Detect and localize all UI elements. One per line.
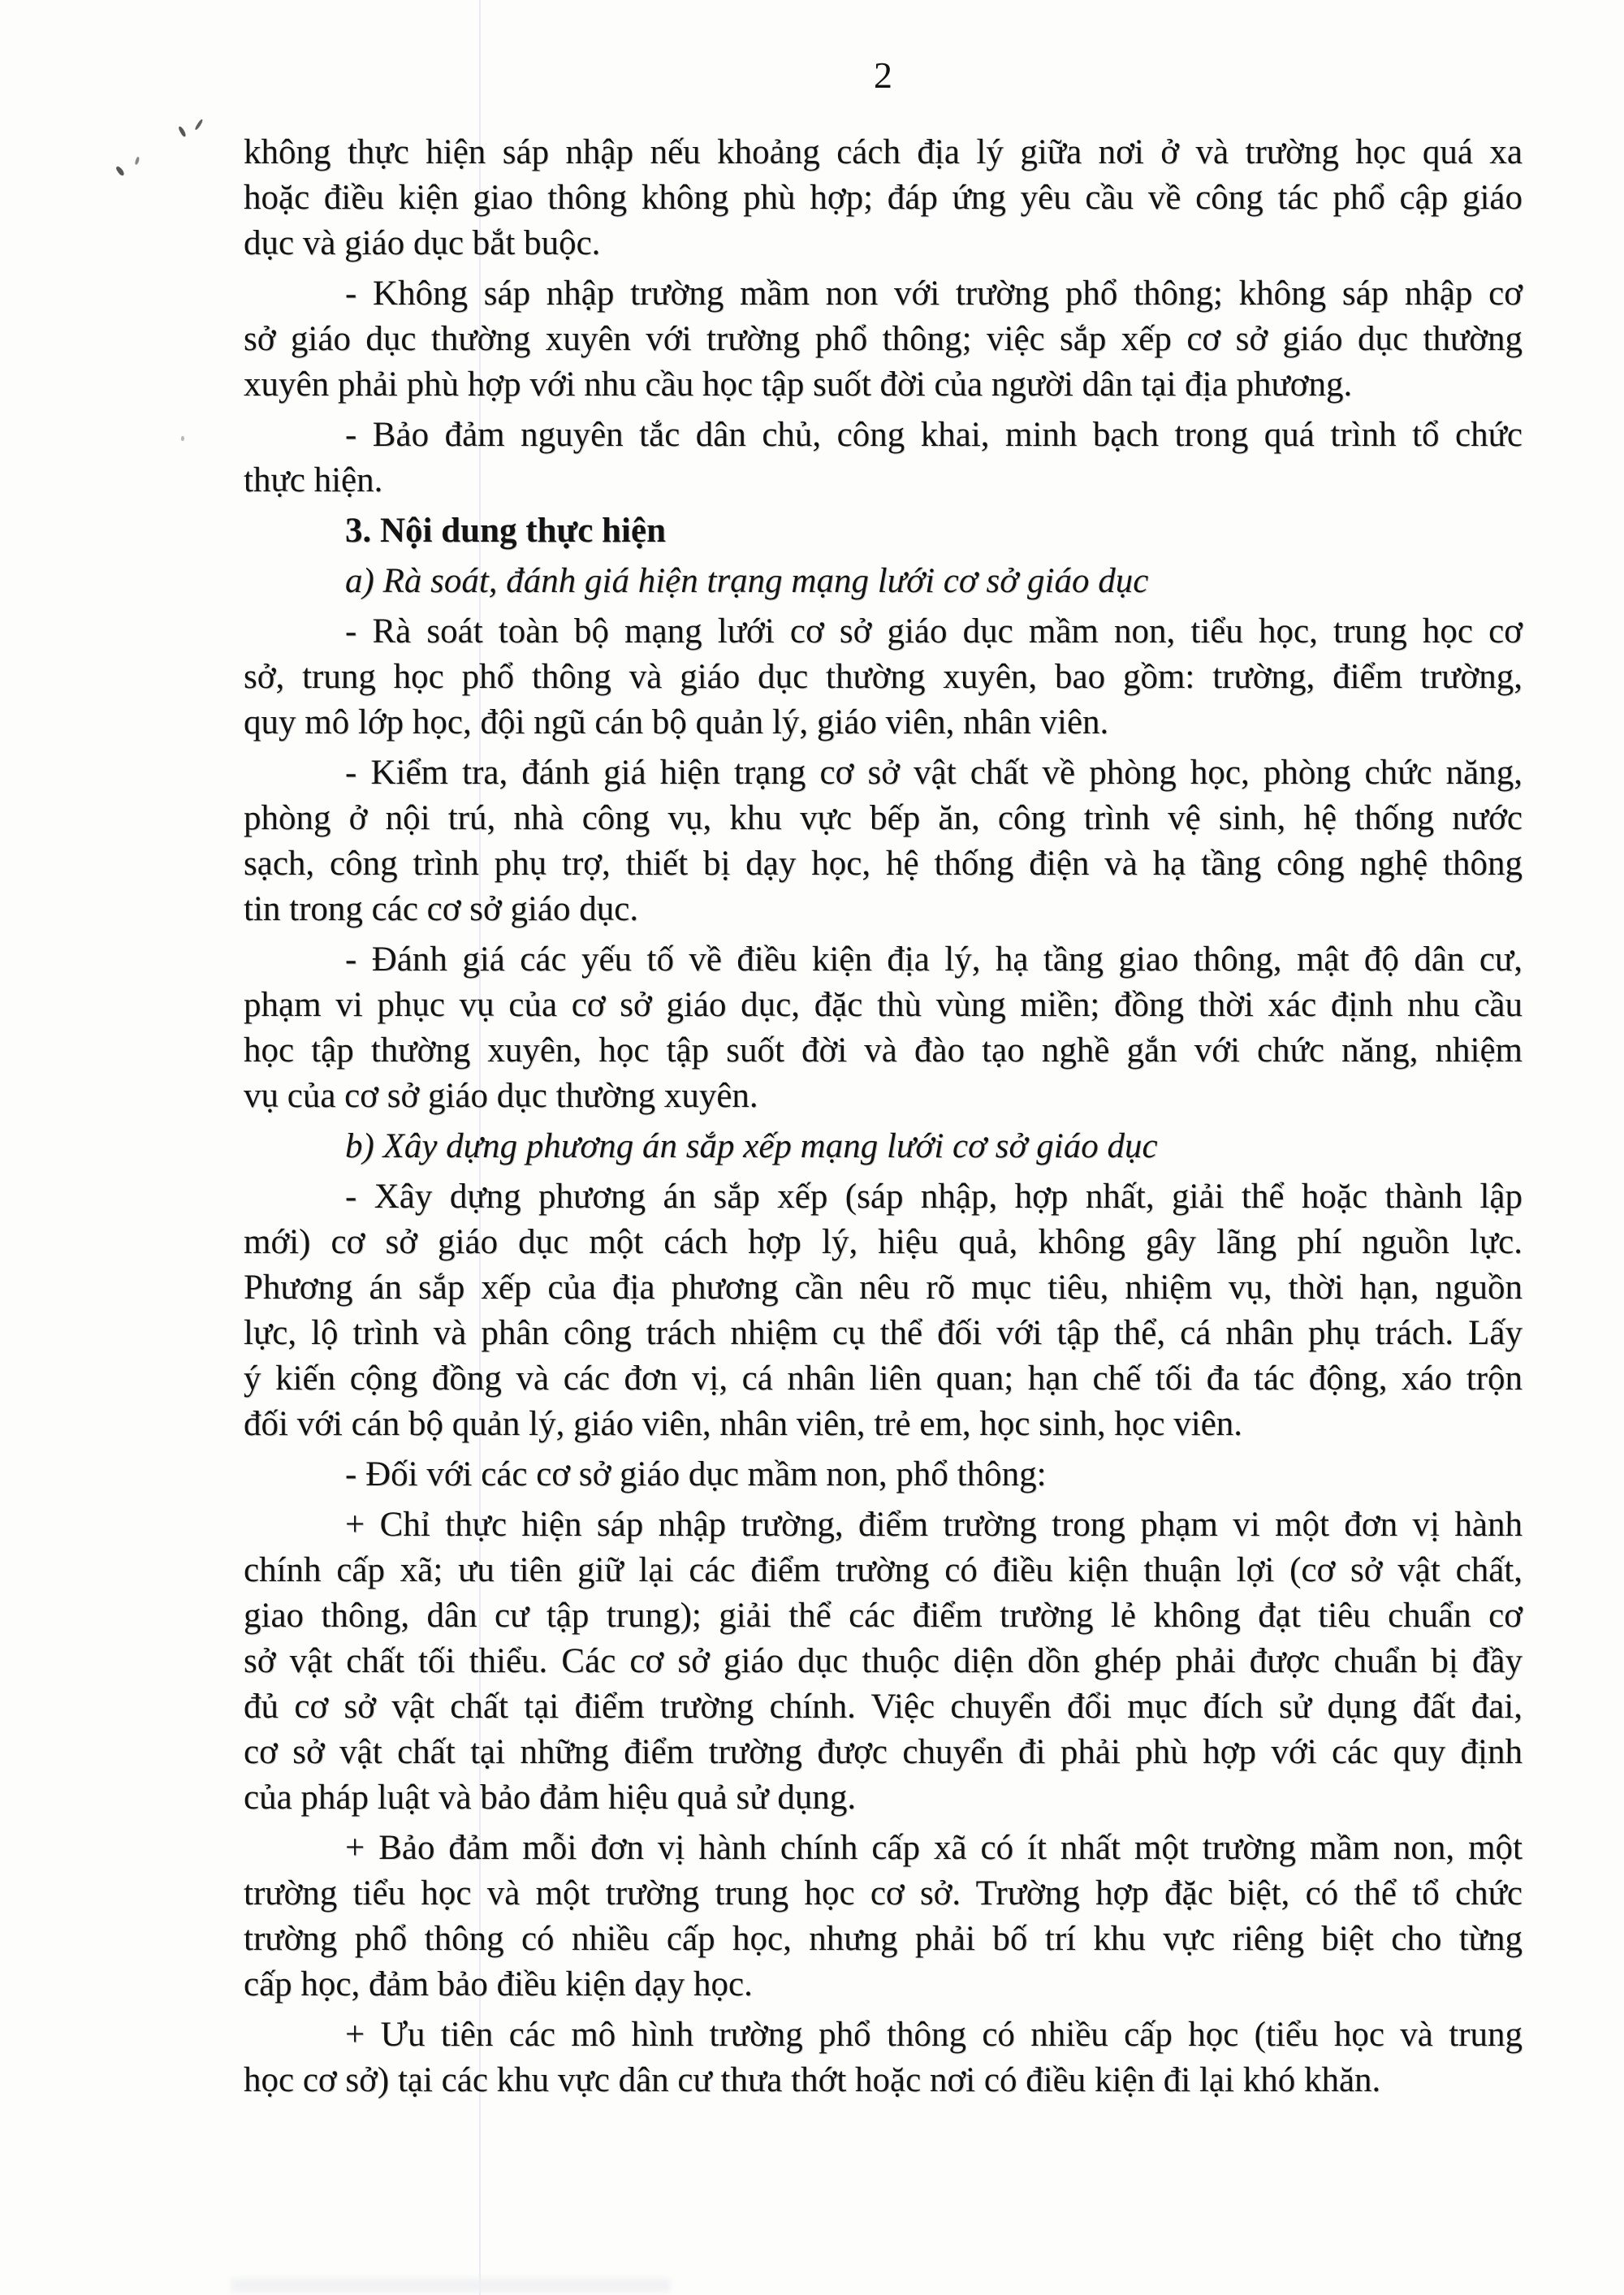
text-line: - Bảo đảm nguyên tắc dân chủ, công khai, minh bạch trong quá trình tổ chức bbox=[345, 416, 1522, 454]
text-line: của pháp luật và bảo đảm hiệu quả sử dụng. bbox=[244, 1779, 857, 1817]
text-line: - Đánh giá các yếu tố về điều kiện địa lý, hạ tầng giao thông, mật độ dân cư, bbox=[345, 940, 1522, 979]
subheading-b-xay-dung bbox=[244, 1124, 1522, 1169]
text-line: học tập thường xuyên, học tập suốt đời và đào tạo nghề gắn với chức năng, nhiệm bbox=[244, 1031, 1522, 1070]
text-line: phòng ở nội trú, nhà công vụ, khu vực bếp ăn, công trình vệ sinh, hệ thống nước bbox=[244, 799, 1522, 837]
text-line: b) Xây dựng phương án sắp xếp mạng lưới cơ sở giáo dục bbox=[345, 1127, 1158, 1165]
text-line: sạch, công trình phụ trợ, thiết bị dạy học, hệ thống điện và hạ tầng công nghệ thông bbox=[244, 845, 1522, 883]
scan-speck bbox=[115, 165, 125, 176]
scan-speck bbox=[181, 436, 185, 442]
text-line: 3. Nội dung thực hiện bbox=[345, 512, 666, 550]
text-line: dục và giáo dục bắt buộc. bbox=[244, 224, 601, 262]
para-xay-dung-phuong-an bbox=[244, 1174, 1522, 1447]
text-line: học cơ sở) tại các khu vực dân cư thưa thớt hoặc nơi có điều kiện đi lại khó khăn. bbox=[244, 2061, 1381, 2099]
text-line: đủ cơ sở vật chất tại điểm trường chính. Việc chuyển đổi mục đích sử dụng đất đai, bbox=[244, 1688, 1522, 1726]
text-line: - Xây dựng phương án sắp xếp (sáp nhập, hợp nhất, giải thể hoặc thành lập bbox=[345, 1178, 1522, 1216]
text-line: thực hiện. bbox=[244, 461, 383, 499]
page-number: 2 bbox=[874, 54, 892, 96]
text-line: a) Rà soát, đánh giá hiện trạng mạng lưới cơ sở giáo dục bbox=[345, 562, 1149, 600]
para-uu-tien-mo-hinh bbox=[244, 2012, 1522, 2103]
scan-artifact-smudge bbox=[231, 2279, 670, 2292]
text-line: + Bảo đảm mỗi đơn vị hành chính cấp xã có ít nhất một trường mầm non, một bbox=[345, 1829, 1522, 1867]
text-line: lực, lộ trình và phân công trách nhiệm cụ thể đối với tập thể, cá nhân phụ trách. Lấy bbox=[244, 1314, 1522, 1352]
para-doi-voi-mam-non-pho-thong bbox=[244, 1452, 1522, 1498]
text-line: hoặc điều kiện giao thông không phù hợp; đáp ứng yêu cầu về công tác phổ cập giáo bbox=[244, 179, 1522, 217]
text-line: không thực hiện sáp nhập nếu khoảng cách địa lý giữa nơi ở và trường học quá xa bbox=[244, 133, 1522, 171]
text-line: trường phổ thông có nhiều cấp học, nhưng phải bố trí khu vực riêng biệt cho từng bbox=[244, 1920, 1522, 1958]
text-line: sở, trung học phổ thông và giáo dục thường xuyên, bao gồm: trường, điểm trường, bbox=[244, 658, 1522, 696]
text-line: - Kiểm tra, đánh giá hiện trạng cơ sở vật chất về phòng học, phòng chức năng, bbox=[345, 754, 1522, 792]
text-line: vụ của cơ sở giáo dục thường xuyên. bbox=[244, 1077, 758, 1115]
scan-speck bbox=[194, 119, 204, 131]
subheading-a-ra-soat bbox=[244, 559, 1522, 604]
para-ra-soat-toan-bo bbox=[244, 609, 1522, 746]
para-kiem-tra-danh-gia bbox=[244, 750, 1522, 932]
text-line: ý kiến cộng đồng và các đơn vị, cá nhân liên quan; hạn chế tối đa tác động, xáo trộn bbox=[244, 1359, 1522, 1398]
text-line: + Chỉ thực hiện sáp nhập trường, điểm trường trong phạm vi một đơn vị hành bbox=[345, 1506, 1522, 1544]
scan-speck bbox=[134, 157, 140, 166]
text-line: quy mô lớp học, đội ngũ cán bộ quản lý, giáo viên, nhân viên. bbox=[244, 703, 1109, 741]
text-line: xuyên phải phù hợp với nhu cầu học tập suốt đời của người dân tại địa phương. bbox=[244, 365, 1353, 404]
text-line: đối với cán bộ quản lý, giáo viên, nhân viên, trẻ em, học sinh, học viên. bbox=[244, 1405, 1243, 1443]
text-line: phạm vi phục vụ của cơ sở giáo dục, đặc thù vùng miền; đồng thời xác định nhu cầu bbox=[244, 986, 1522, 1024]
text-line: Phương án sắp xếp của địa phương cần nêu rõ mục tiêu, nhiệm vụ, thời hạn, nguồn bbox=[244, 1269, 1522, 1307]
text-line: - Không sáp nhập trường mầm non với trường phổ thông; không sáp nhập cơ bbox=[345, 274, 1522, 313]
heading-3-noi-dung-thuc-hien bbox=[244, 508, 1522, 554]
para-danh-gia-cac-yeu-to bbox=[244, 937, 1522, 1119]
text-line: sở vật chất tối thiểu. Các cơ sở giáo dục thuộc diện dồn ghép phải được chuẩn bị đầy bbox=[244, 1642, 1522, 1680]
scan-speck bbox=[178, 126, 187, 138]
para-continuation bbox=[244, 130, 1522, 266]
para-khong-sap-nhap bbox=[244, 271, 1522, 408]
para-bao-dam-moi-don-vi bbox=[244, 1826, 1522, 2008]
text-line: tin trong các cơ sở giáo dục. bbox=[244, 890, 639, 928]
para-chi-thuc-hien-sap-nhap bbox=[244, 1502, 1522, 1821]
text-line: - Đối với các cơ sở giáo dục mầm non, phổ thông: bbox=[345, 1455, 1047, 1493]
text-line: + Ưu tiên các mô hình trường phổ thông có nhiều cấp học (tiểu học và trung bbox=[345, 2016, 1522, 2054]
para-bao-dam-nguyen-tac bbox=[244, 413, 1522, 504]
document-body bbox=[244, 130, 1522, 2103]
text-line: giao thông, dân cư tập trung); giải thể các điểm trường lẻ không đạt tiêu chuẩn cơ bbox=[244, 1597, 1522, 1635]
text-line: cơ sở vật chất tại những điểm trường được chuyển đi phải phù hợp với các quy định bbox=[244, 1733, 1522, 1771]
text-line: - Rà soát toàn bộ mạng lưới cơ sở giáo dục mầm non, tiểu học, trung học cơ bbox=[345, 612, 1522, 650]
text-line: chính cấp xã; ưu tiên giữ lại các điểm trường có điều kiện thuận lợi (cơ sở vật chất, bbox=[244, 1551, 1522, 1589]
text-line: sở giáo dục thường xuyên với trường phổ thông; việc sắp xếp cơ sở giáo dục thường bbox=[244, 320, 1522, 358]
text-line: cấp học, đảm bảo điều kiện dạy học. bbox=[244, 1965, 753, 2003]
text-line: mới) cơ sở giáo dục một cách hợp lý, hiệu quả, không gây lãng phí nguồn lực. bbox=[244, 1223, 1522, 1261]
text-line: trường tiểu học và một trường trung học cơ sở. Trường hợp đặc biệt, có thể tổ chức bbox=[244, 1874, 1522, 1912]
